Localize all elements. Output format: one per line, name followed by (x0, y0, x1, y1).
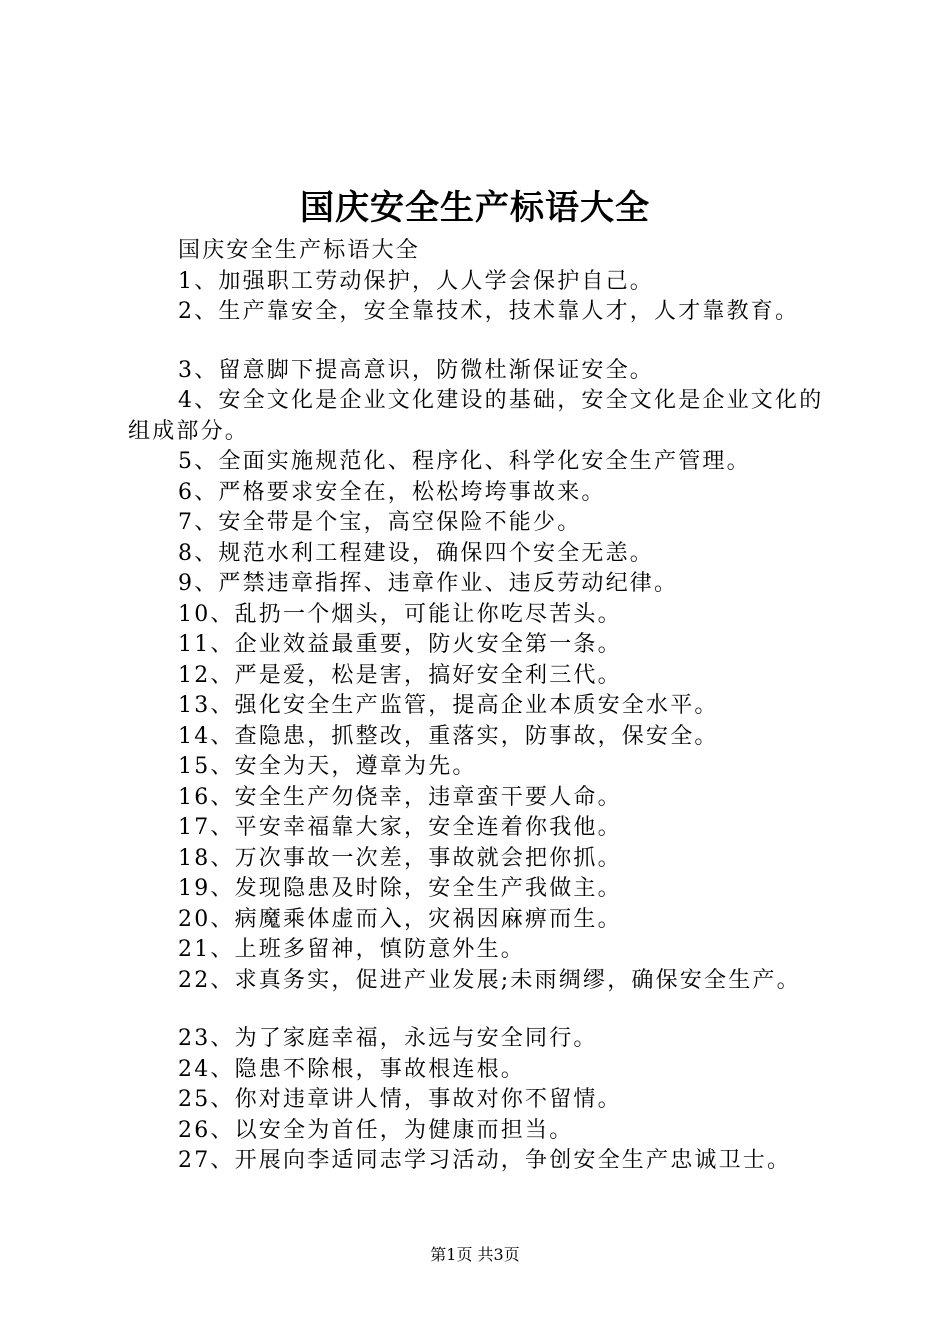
slogan-item: 13、强化安全生产监管，提高企业本质安全水平。 (178, 693, 719, 718)
paragraph-gap (128, 328, 838, 356)
slogan-item: 18、万次事故一次差，事故就会把你抓。 (178, 845, 622, 871)
slogan-item: 16、安全生产勿侥幸，违章蛮干要人命。 (178, 784, 622, 810)
slogan-item: 11、企业效益最重要，防火安全第一条。 (178, 632, 622, 657)
paragraph-gap (128, 996, 838, 1024)
slogan-item: 6、严格要求安全在，松松垮垮事故来。 (178, 479, 606, 505)
slogan-item: 15、安全为天，遵章为先。 (178, 754, 477, 779)
slogan-item: 27、开展向李适同志学习活动，争创安全生产忠诚卫士。 (178, 1148, 792, 1173)
slogan-item: 9、严禁违章指挥、违章作业、违反劳动纪律。 (178, 571, 679, 596)
document-body (128, 236, 838, 1177)
slogan-item: 14、查隐患，抓整改，重落实，防事故，保安全。 (178, 723, 719, 749)
slogan-item: 22、求真务实，促进产业发展;未雨绸缪，确保安全生产。 (178, 967, 801, 993)
slogan-item: 2、生产靠安全，安全靠技术，技术靠人才，人才靠教育。 (178, 299, 800, 324)
slogan-item: 4、安全文化是企业文化建设的基础，安全文化是企业文化的组成部分。 (128, 388, 824, 444)
slogan-item: 8、规范水利工程建设，确保四个安全无恙。 (178, 540, 654, 566)
slogan-item: 26、以安全为首任，为健康而担当。 (178, 1117, 574, 1143)
slogan-item: 1、加强职工劳动保护，人人学会保护自己。 (178, 268, 654, 294)
slogan-item: 17、平安幸福靠大家，安全连着你我他。 (178, 815, 622, 840)
slogan-item: 19、发现隐患及时除，安全生产我做主。 (178, 876, 622, 901)
page-footer: 第1页 共3页 (430, 1245, 520, 1264)
slogan-item: 20、病魔乘体虚而入，灾祸因麻痹而生。 (178, 906, 622, 932)
slogan-item: 23、为了家庭幸福，永远与安全同行。 (178, 1026, 598, 1051)
slogan-item: 25、你对违章讲人情，事故对你不留情。 (178, 1087, 622, 1112)
slogan-item: 5、全面实施规范化、程序化、科学化安全生产管理。 (178, 449, 751, 474)
slogan-item: 10、乱扔一个烟头，可能让你吃尽苦头。 (178, 601, 622, 627)
slogan-item: 24、隐患不除根，事故根连根。 (178, 1056, 525, 1082)
slogan-item: 12、严是爱，松是害，搞好安全利三代。 (178, 662, 622, 688)
slogan-item: 7、安全带是个宝，高空保险不能少。 (178, 510, 582, 535)
subtitle-line: 国庆安全生产标语大全 (178, 238, 421, 263)
slogan-item: 3、留意脚下提高意识，防微杜渐保证安全。 (178, 357, 654, 383)
slogan-item: 21、上班多留神，慎防意外生。 (178, 937, 525, 962)
document-title: 国庆安全生产标语大全 (300, 188, 650, 228)
